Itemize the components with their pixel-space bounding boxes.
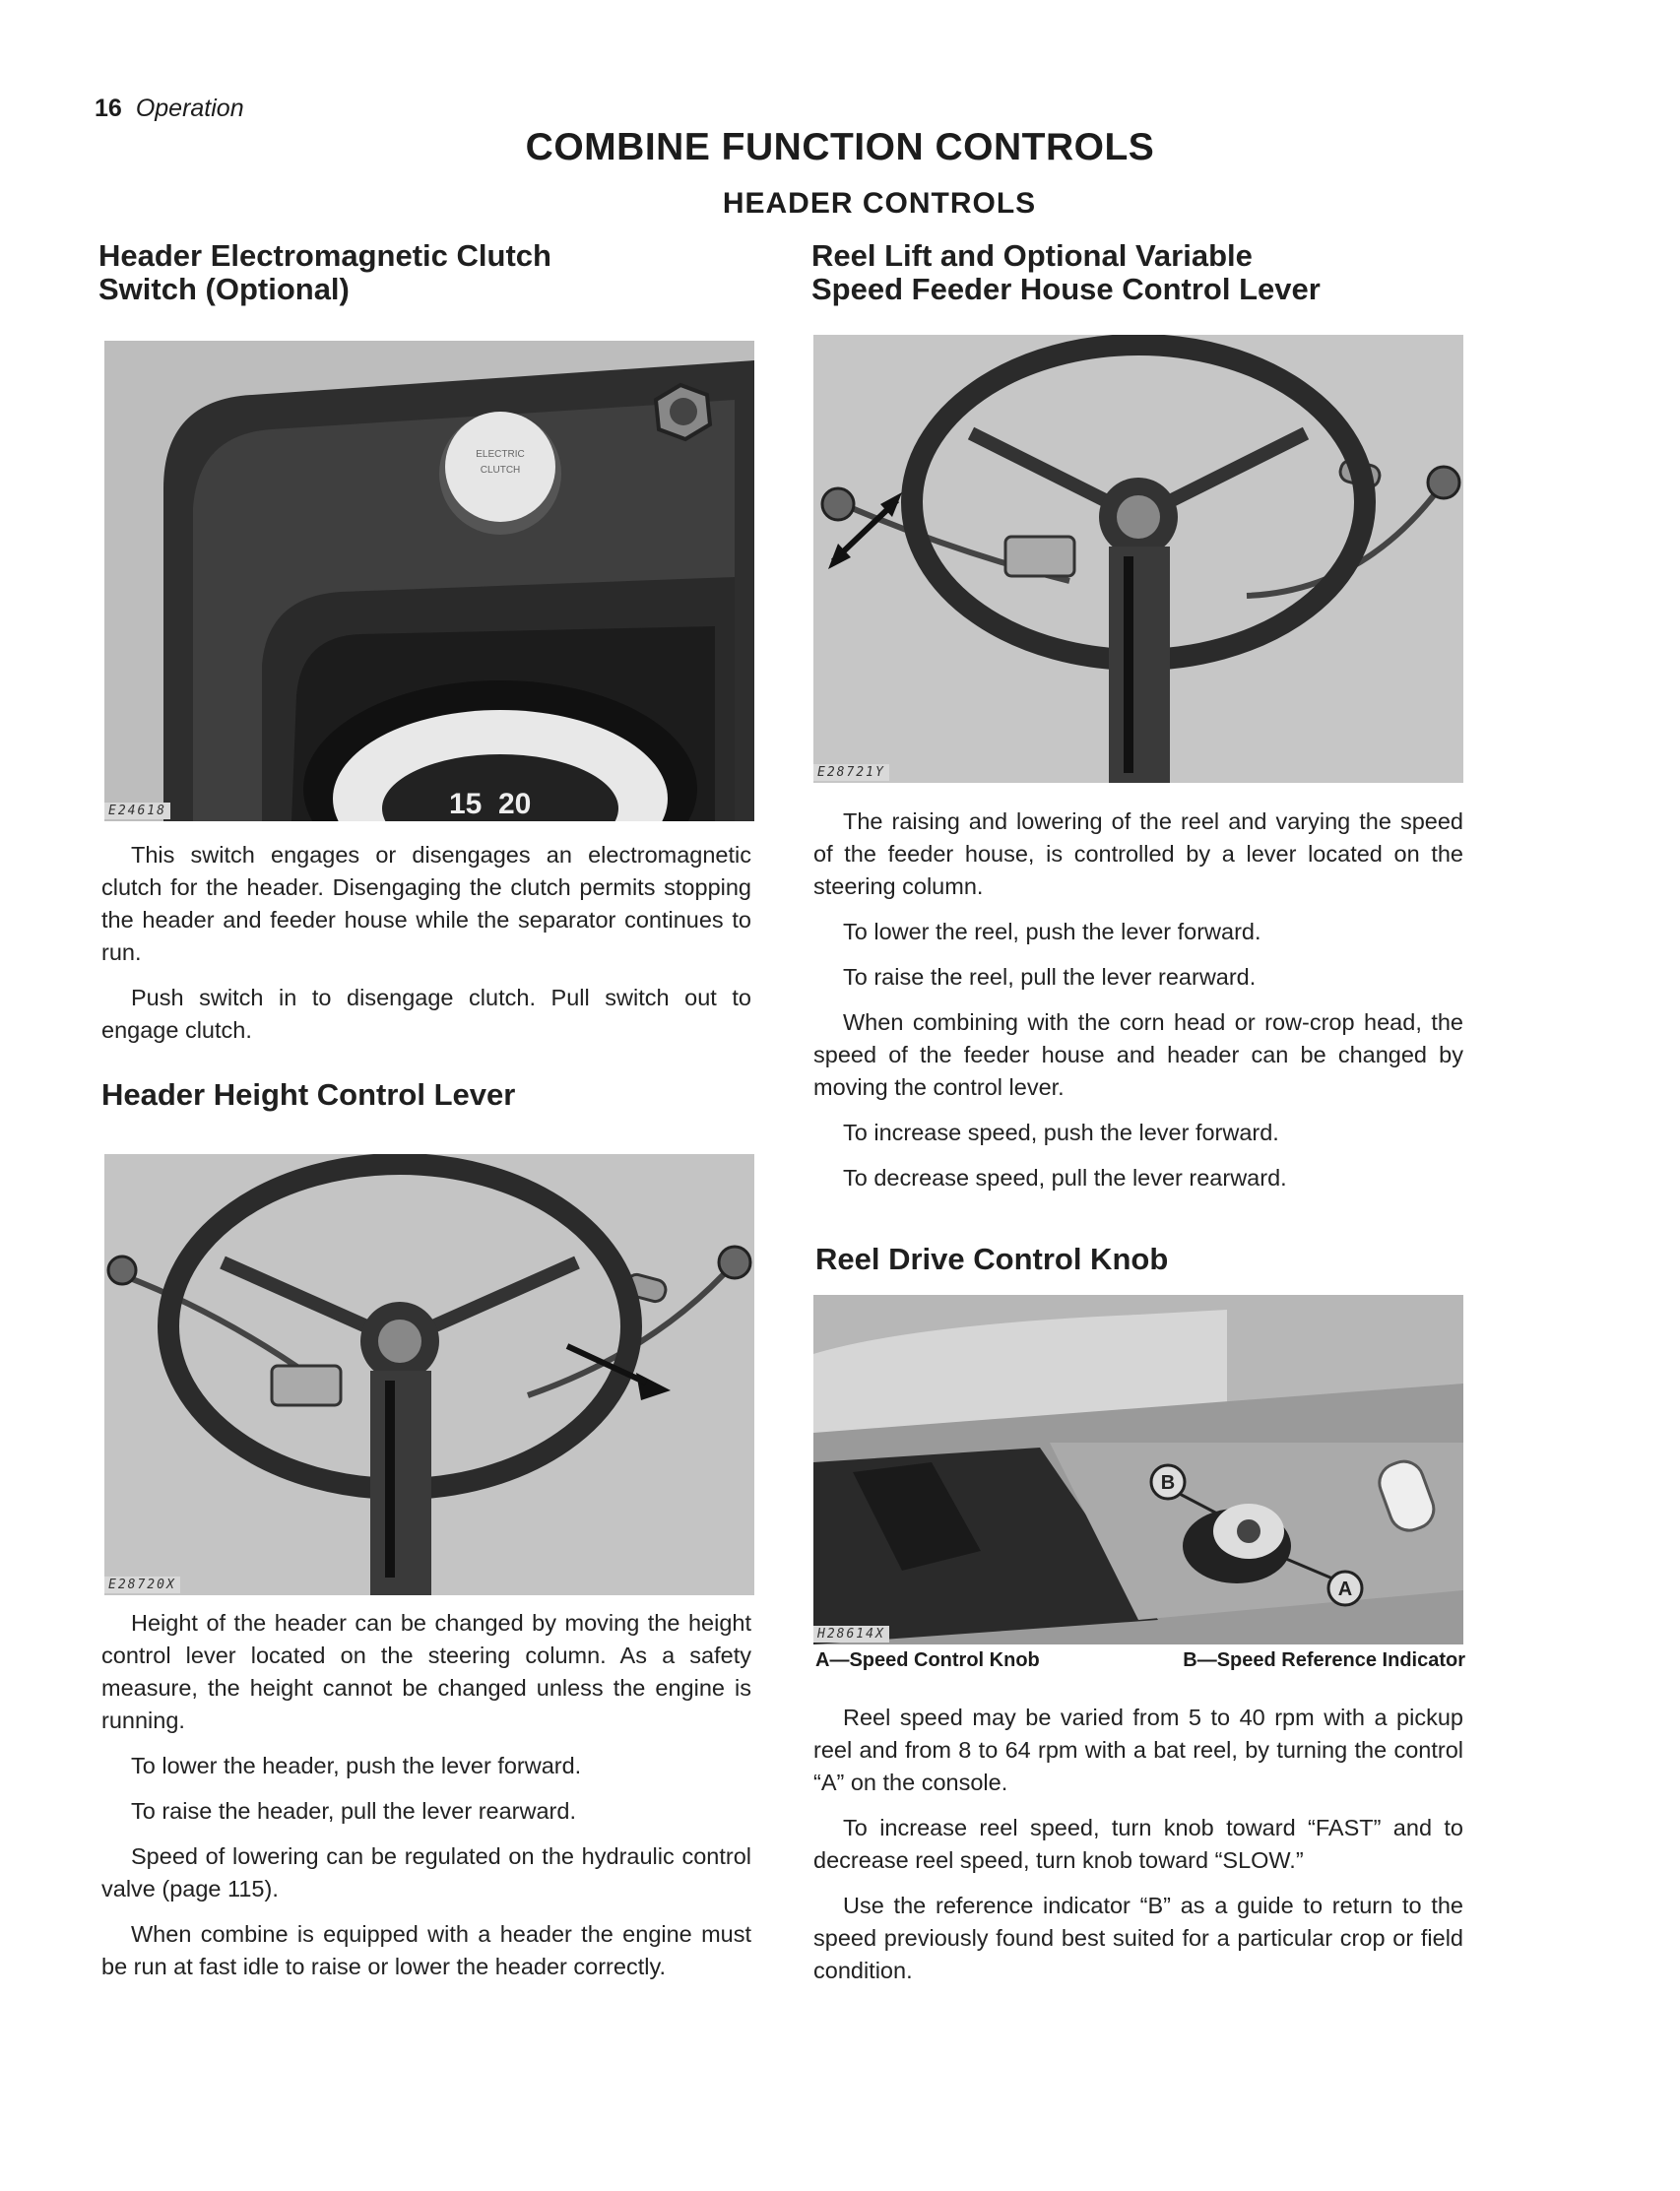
page-subtitle: HEADER CONTROLS [722,187,1037,220]
reel-lift-heading-line1: Reel Lift and Optional Variable [811,238,1253,273]
callout-b: B [1160,1472,1176,1494]
reel-lift-paragraph-6: To decrease speed, pull the lever rearward. [843,1165,1287,1191]
reel-lift-text [813,806,1463,1207]
reel-lift-paragraph-2: To lower the reel, push the lever forward. [843,919,1261,944]
height-paragraph-1: Height of the header can be changed by moving the height control lever located on the steering column. As a safety measure, the height cannot be changed unless the engine is running. [101,1610,751,1733]
clutch-heading [98,239,551,306]
switch-label-1: ELECTRIC [476,449,525,460]
caption-speed-reference-indicator: B—Speed Reference Indicator [1183,1649,1465,1671]
reel-lift-lever-photo [813,335,1463,783]
reel-lift-wheel-illustration [813,335,1463,783]
reel-drive-paragraph-1: Reel speed may be varied from 5 to 40 rpm with a pickup reel and from 8 to 64 rpm with a bat reel, by turning the control “A” on the console. [813,1705,1463,1795]
clutch-figure-id: E24618 [104,803,170,819]
reel-drive-paragraph-3: Use the reference indicator “B” as a guide to return to the speed previously found best suited for a particular crop or field condition. [813,1893,1463,1983]
reel-drive-knob-photo [813,1295,1463,1644]
clutch-switch-illustration [104,341,754,821]
reel-drive-text [813,1702,1463,2000]
callout-a: A [1337,1579,1353,1600]
gauge-label-15: 15 [449,788,483,820]
gauge-label-20: 20 [498,788,532,820]
reel-lift-heading [811,239,1321,306]
clutch-text [101,839,751,1060]
reel-drive-figure-id: H28614X [813,1626,889,1643]
steering-wheel-illustration [104,1154,754,1595]
reel-drive-heading: Reel Drive Control Knob [815,1242,1169,1276]
clutch-heading-line2: Switch (Optional) [98,272,350,306]
reel-lift-paragraph-4: When combining with the corn head or row-crop head, the speed of the feeder house and header can be changed by moving the control lever. [813,1009,1463,1100]
height-paragraph-4: Speed of lowering can be regulated on the hydraulic control valve (page 115). [101,1843,751,1901]
page-header [95,95,244,123]
page-title: COMBINE FUNCTION CONTROLS [525,126,1155,168]
reel-lift-figure-id: E28721Y [813,764,889,781]
height-figure-id: E28720X [104,1577,180,1593]
clutch-paragraph-2: Push switch in to disengage clutch. Pull switch out to engage clutch. [101,985,751,1043]
reel-lift-heading-line2: Speed Feeder House Control Lever [811,272,1321,306]
switch-label-2: CLUTCH [480,465,521,476]
height-heading: Header Height Control Lever [101,1077,516,1112]
reel-lift-paragraph-1: The raising and lowering of the reel and varying the speed of the feeder house, is controlled by a lever located on the steering column. [813,808,1463,899]
clutch-switch-photo [104,341,754,821]
height-paragraph-3: To raise the header, pull the lever rearward. [131,1798,576,1824]
reel-lift-paragraph-5: To increase speed, push the lever forward. [843,1120,1279,1145]
clutch-paragraph-1: This switch engages or disengages an electromagnetic clutch for the header. Disengaging the clutch permits stopping the header and feeder house while the separator continues to run. [101,842,751,965]
height-lever-photo [104,1154,754,1595]
reel-drive-caption [815,1649,1465,1672]
reel-drive-console-illustration [813,1295,1463,1644]
page-number: 16 [95,95,122,122]
height-paragraph-2: To lower the header, push the lever forward. [131,1753,582,1778]
reel-drive-paragraph-2: To increase reel speed, turn knob toward “FAST” and to decrease reel speed, turn knob toward “SLOW.” [813,1815,1463,1873]
caption-speed-control-knob: A—Speed Control Knob [815,1649,1040,1671]
section-name: Operation [135,95,244,122]
reel-lift-paragraph-3: To raise the reel, pull the lever rearward. [843,964,1257,990]
height-paragraph-5: When combine is equipped with a header the engine must be run at fast idle to raise or lower the header correctly. [101,1921,751,1979]
height-text [101,1607,751,1996]
clutch-heading-line1: Header Electromagnetic Clutch [98,238,551,273]
